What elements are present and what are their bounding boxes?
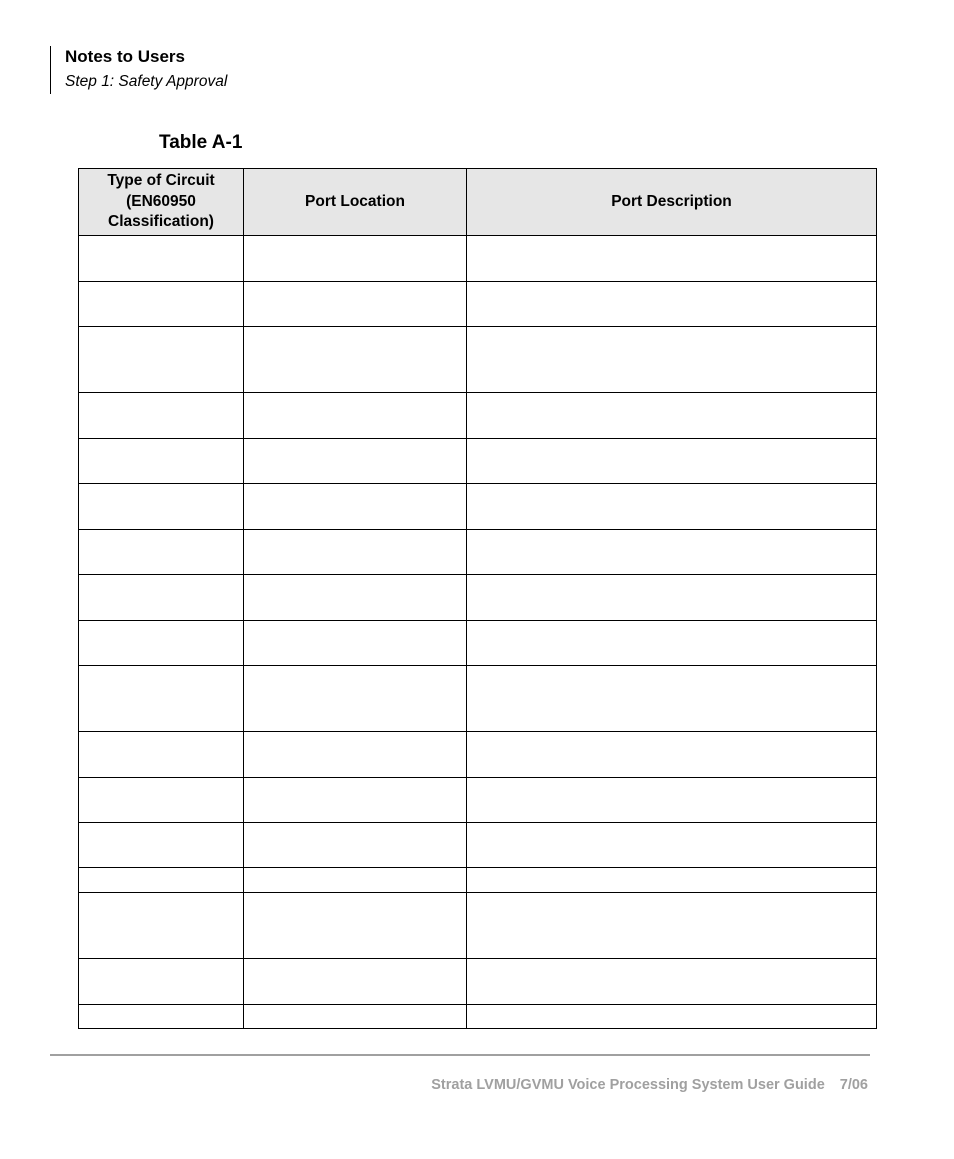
table-caption: Table A-1 bbox=[159, 132, 243, 153]
table-cell bbox=[244, 393, 467, 439]
table-cell bbox=[244, 282, 467, 327]
table-cell bbox=[244, 621, 467, 666]
table-cell bbox=[79, 732, 244, 778]
table-cell bbox=[79, 327, 244, 393]
table-cell bbox=[244, 868, 467, 893]
table-cell bbox=[79, 282, 244, 327]
table-cell bbox=[244, 1005, 467, 1029]
table-cell bbox=[244, 575, 467, 621]
table-cell bbox=[244, 778, 467, 823]
table-cell bbox=[467, 893, 877, 959]
table-cell bbox=[244, 236, 467, 282]
header-side-rule bbox=[50, 46, 51, 94]
table-cell bbox=[79, 393, 244, 439]
table-cell bbox=[79, 959, 244, 1005]
table-cell bbox=[79, 893, 244, 959]
table-cell bbox=[79, 575, 244, 621]
table-row bbox=[79, 282, 877, 327]
chapter-title: Notes to Users bbox=[65, 47, 185, 66]
table-cell bbox=[467, 621, 877, 666]
table-cell bbox=[467, 530, 877, 575]
table-row bbox=[79, 893, 877, 959]
table-row bbox=[79, 393, 877, 439]
table-cell bbox=[467, 1005, 877, 1029]
table-cell bbox=[467, 327, 877, 393]
table-cell bbox=[79, 666, 244, 732]
column-header-port-location: Port Location bbox=[244, 169, 467, 236]
table-cell bbox=[467, 732, 877, 778]
table-header-row bbox=[79, 169, 877, 236]
table-cell bbox=[467, 823, 877, 868]
table-cell bbox=[79, 236, 244, 282]
table-cell bbox=[244, 823, 467, 868]
table-cell bbox=[79, 484, 244, 530]
table-cell bbox=[244, 439, 467, 484]
table-row bbox=[79, 484, 877, 530]
table-cell bbox=[79, 823, 244, 868]
step-title: Step 1: Safety Approval bbox=[65, 73, 228, 90]
table-cell bbox=[467, 393, 877, 439]
table-cell bbox=[467, 959, 877, 1005]
table-cell bbox=[244, 959, 467, 1005]
table-cell bbox=[79, 868, 244, 893]
table-cell bbox=[79, 621, 244, 666]
table-cell bbox=[244, 327, 467, 393]
page-footer bbox=[431, 1075, 868, 1095]
table-cell bbox=[244, 484, 467, 530]
table-row bbox=[79, 621, 877, 666]
table-row bbox=[79, 439, 877, 484]
table-row bbox=[79, 575, 877, 621]
column-header-circuit-type: Type of Circuit (EN60950 Classification) bbox=[79, 169, 244, 236]
table-row bbox=[79, 732, 877, 778]
table-cell bbox=[467, 868, 877, 893]
table-cell bbox=[79, 439, 244, 484]
table-row bbox=[79, 778, 877, 823]
table-cell bbox=[467, 439, 877, 484]
footer-guide-title: Strata LVMU/GVMU Voice Processing System User Guide bbox=[431, 1077, 825, 1093]
footer-date: 7/06 bbox=[839, 1077, 868, 1093]
table-cell bbox=[244, 893, 467, 959]
table-row bbox=[79, 868, 877, 893]
table-cell bbox=[467, 236, 877, 282]
table-cell bbox=[244, 530, 467, 575]
table-cell bbox=[467, 484, 877, 530]
footer-rule bbox=[50, 1054, 870, 1056]
table-row bbox=[79, 666, 877, 732]
table-cell bbox=[467, 778, 877, 823]
table-cell bbox=[244, 666, 467, 732]
table-row bbox=[79, 823, 877, 868]
table-row bbox=[79, 530, 877, 575]
table-cell bbox=[79, 1005, 244, 1029]
table-cell bbox=[79, 778, 244, 823]
port-table bbox=[78, 168, 877, 1029]
table-cell bbox=[244, 732, 467, 778]
table-row bbox=[79, 1005, 877, 1029]
table-cell bbox=[467, 666, 877, 732]
table-row bbox=[79, 959, 877, 1005]
table-row bbox=[79, 327, 877, 393]
column-header-port-description: Port Description bbox=[467, 169, 877, 236]
table-cell bbox=[79, 530, 244, 575]
table-row bbox=[79, 236, 877, 282]
table-cell bbox=[467, 282, 877, 327]
table-cell bbox=[467, 575, 877, 621]
